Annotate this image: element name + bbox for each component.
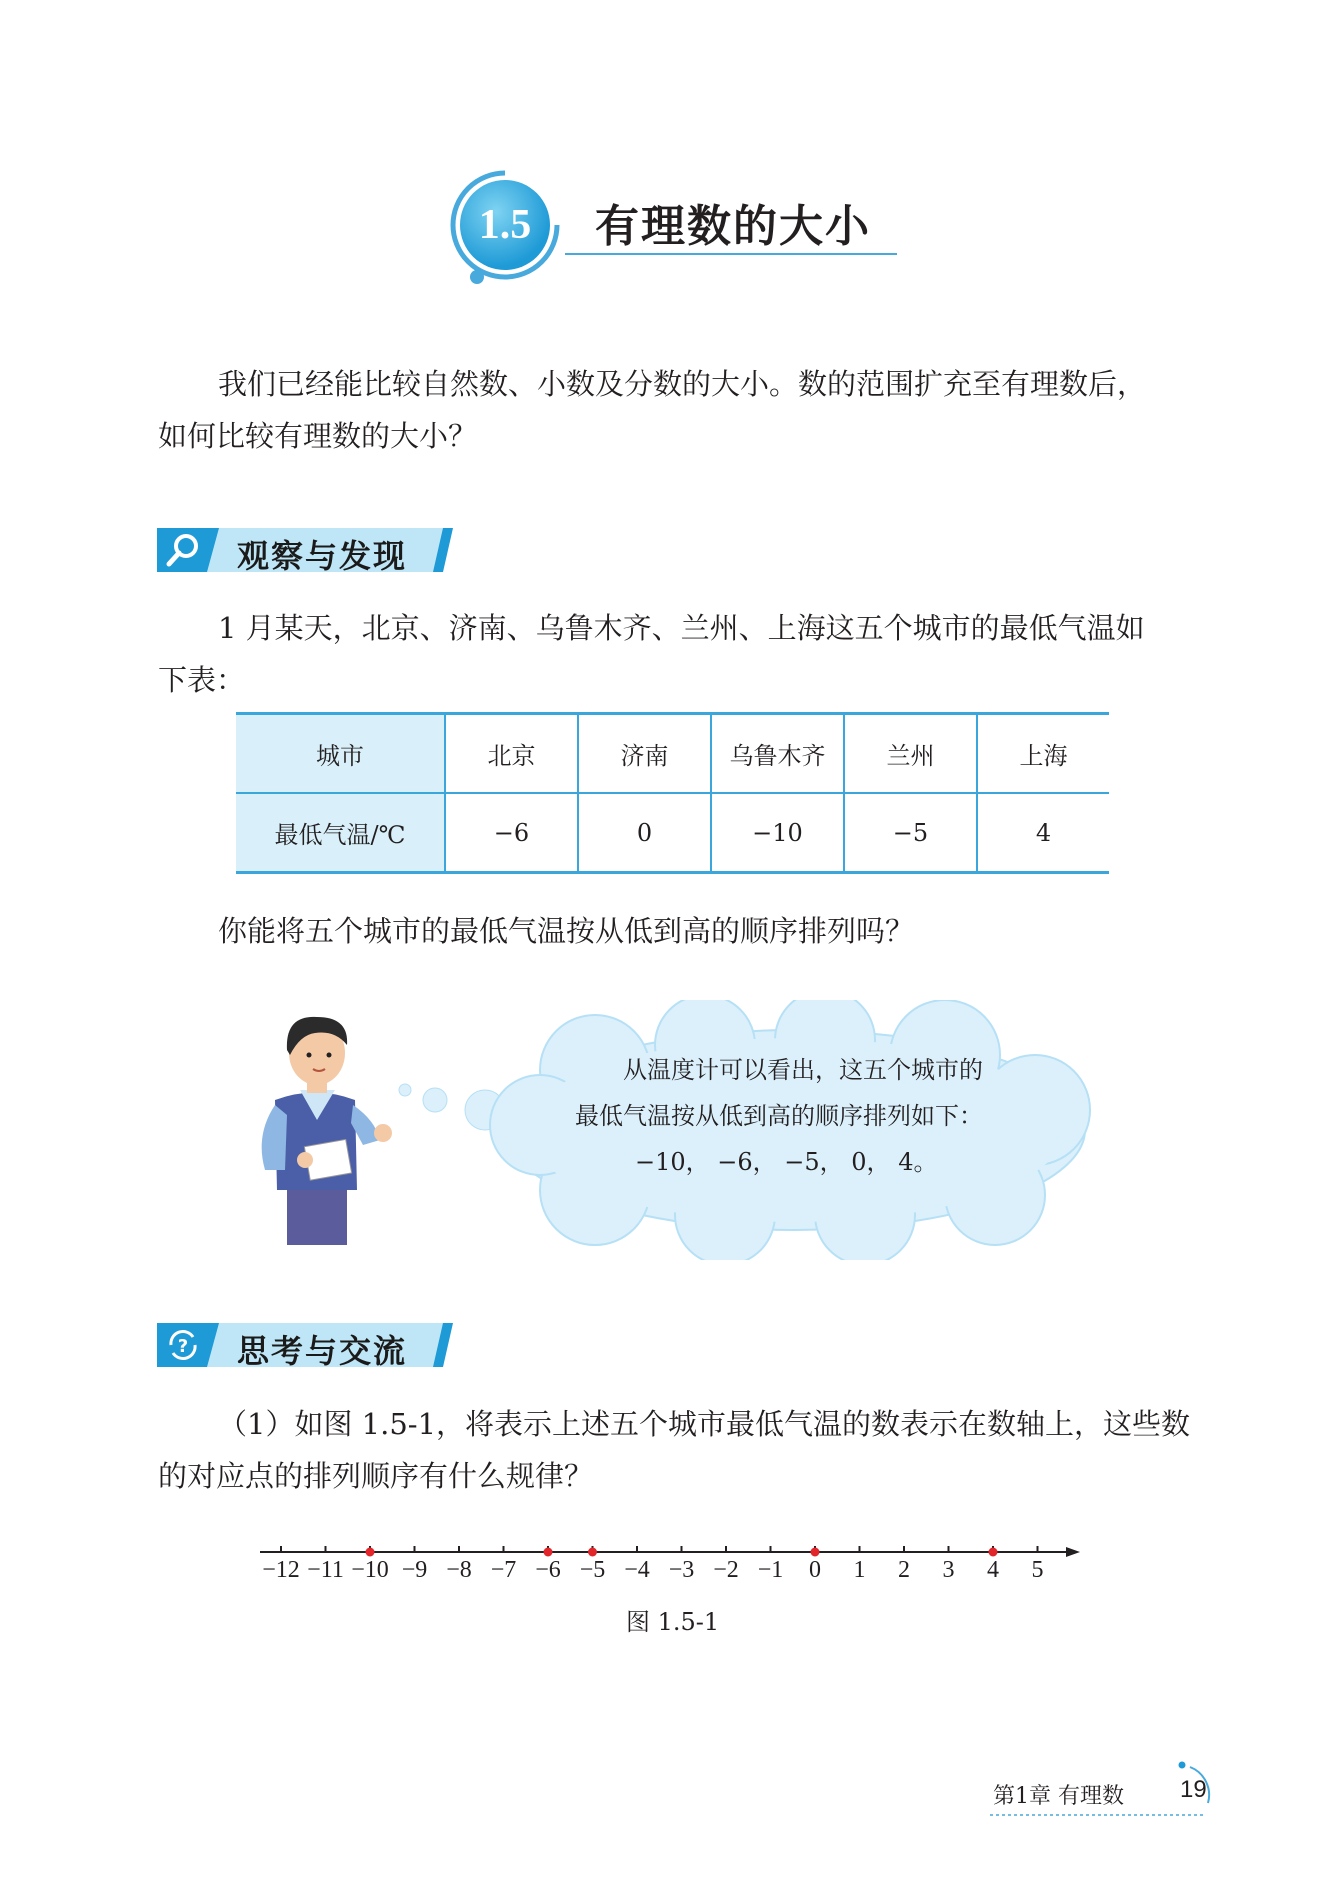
number-line-tick-label: −9 [401, 1557, 428, 1583]
section-title: 有理数的大小 [595, 201, 871, 252]
section-number: 1.5 [460, 180, 550, 270]
question-text: 你能将五个城市的最低气温按从低到高的顺序排列吗？ [218, 914, 915, 948]
table-cell-city: 北京 [445, 714, 578, 794]
number-line-tick-label: −2 [713, 1557, 739, 1583]
number-line-arrow [1066, 1547, 1080, 1557]
number-line-tick-label: 1 [853, 1557, 866, 1583]
number-line-point [366, 1548, 375, 1557]
number-line-tick-label: −7 [490, 1557, 517, 1583]
number-line-tick-label: −5 [579, 1557, 606, 1583]
table-cell-temp: −10 [711, 793, 844, 873]
table-cell-city: 乌鲁木齐 [711, 714, 844, 794]
observe-line-2: 下表： [158, 663, 246, 697]
title-dot-decoration [470, 270, 484, 284]
magnifier-icon [163, 530, 203, 570]
table-cell-temp: 0 [578, 793, 711, 873]
footer-decoration [980, 1755, 1230, 1825]
number-line [0, 1530, 1332, 1570]
table-header-city: 城市 [236, 714, 445, 794]
number-line-tick-label: −11 [307, 1557, 344, 1583]
think-line-2: 的对应点的排列顺序有什么规律？ [158, 1459, 594, 1493]
think-line-1: （1）如图 1.5-1，将表示上述五个城市最低气温的数表示在数轴上，这些数 [218, 1407, 1191, 1441]
number-line-tick-label: −6 [535, 1557, 561, 1583]
observe-line-1: 1 月某天，北京、济南、乌鲁木齐、兰州、上海这五个城市的最低气温如 [218, 611, 1145, 645]
observe-banner [157, 525, 457, 575]
table-cell-temp: −5 [844, 793, 977, 873]
table-cell-temp: −6 [445, 793, 578, 873]
intro-line-1: 我们已经能比较自然数、小数及分数的大小。数的范围扩充至有理数后， [218, 367, 1147, 401]
title-underline [565, 253, 897, 255]
bubble-line-3: −10， −6， −5， 0， 4。 [635, 1148, 938, 1176]
number-line-tick-label: −1 [757, 1557, 784, 1583]
number-line-tick-label: −10 [351, 1557, 389, 1583]
number-line-tick-label: 5 [1031, 1557, 1044, 1583]
question-cycle-icon [163, 1325, 203, 1365]
number-line-tick-label: −4 [624, 1557, 650, 1583]
table-header-temp: 最低气温/℃ [236, 793, 445, 873]
svg-text:?: ? [177, 1336, 189, 1357]
number-line-tick-label: −8 [446, 1557, 472, 1583]
number-line-point [588, 1548, 597, 1557]
page-number: 19 [1180, 1776, 1207, 1803]
bubble-line-1: 从温度计可以看出，这五个城市的 [623, 1056, 983, 1084]
student-illustration [245, 1005, 405, 1245]
number-line-tick-label: −12 [262, 1557, 300, 1583]
table-cell-city: 上海 [977, 714, 1109, 794]
think-label: 思考与交流 [237, 1332, 408, 1370]
number-line-tick-label: 4 [987, 1557, 999, 1583]
number-line-point [544, 1548, 553, 1557]
table-cell-city: 济南 [578, 714, 711, 794]
number-line-tick-label: 3 [942, 1557, 955, 1583]
intro-line-2: 如何比较有理数的大小？ [158, 419, 478, 453]
number-line-tick-label: −3 [668, 1557, 695, 1583]
table-row-cities [236, 714, 1109, 794]
observe-label: 观察与发现 [237, 537, 408, 575]
table-cell-city: 兰州 [844, 714, 977, 794]
think-banner [157, 1320, 457, 1370]
temperature-table [236, 712, 1109, 874]
figure-caption: 图 1.5-1 [626, 1608, 720, 1636]
bubble-line-2: 最低气温按从低到高的顺序排列如下： [575, 1102, 983, 1130]
number-line-point [989, 1548, 998, 1557]
number-line-point [811, 1548, 820, 1557]
table-row-temps [236, 793, 1109, 873]
number-line-tick-label: 2 [898, 1557, 910, 1583]
table-cell-temp: 4 [977, 793, 1109, 873]
number-line-tick-label: 0 [809, 1557, 821, 1583]
footer-chapter: 第1章 有理数 [993, 1784, 1124, 1809]
